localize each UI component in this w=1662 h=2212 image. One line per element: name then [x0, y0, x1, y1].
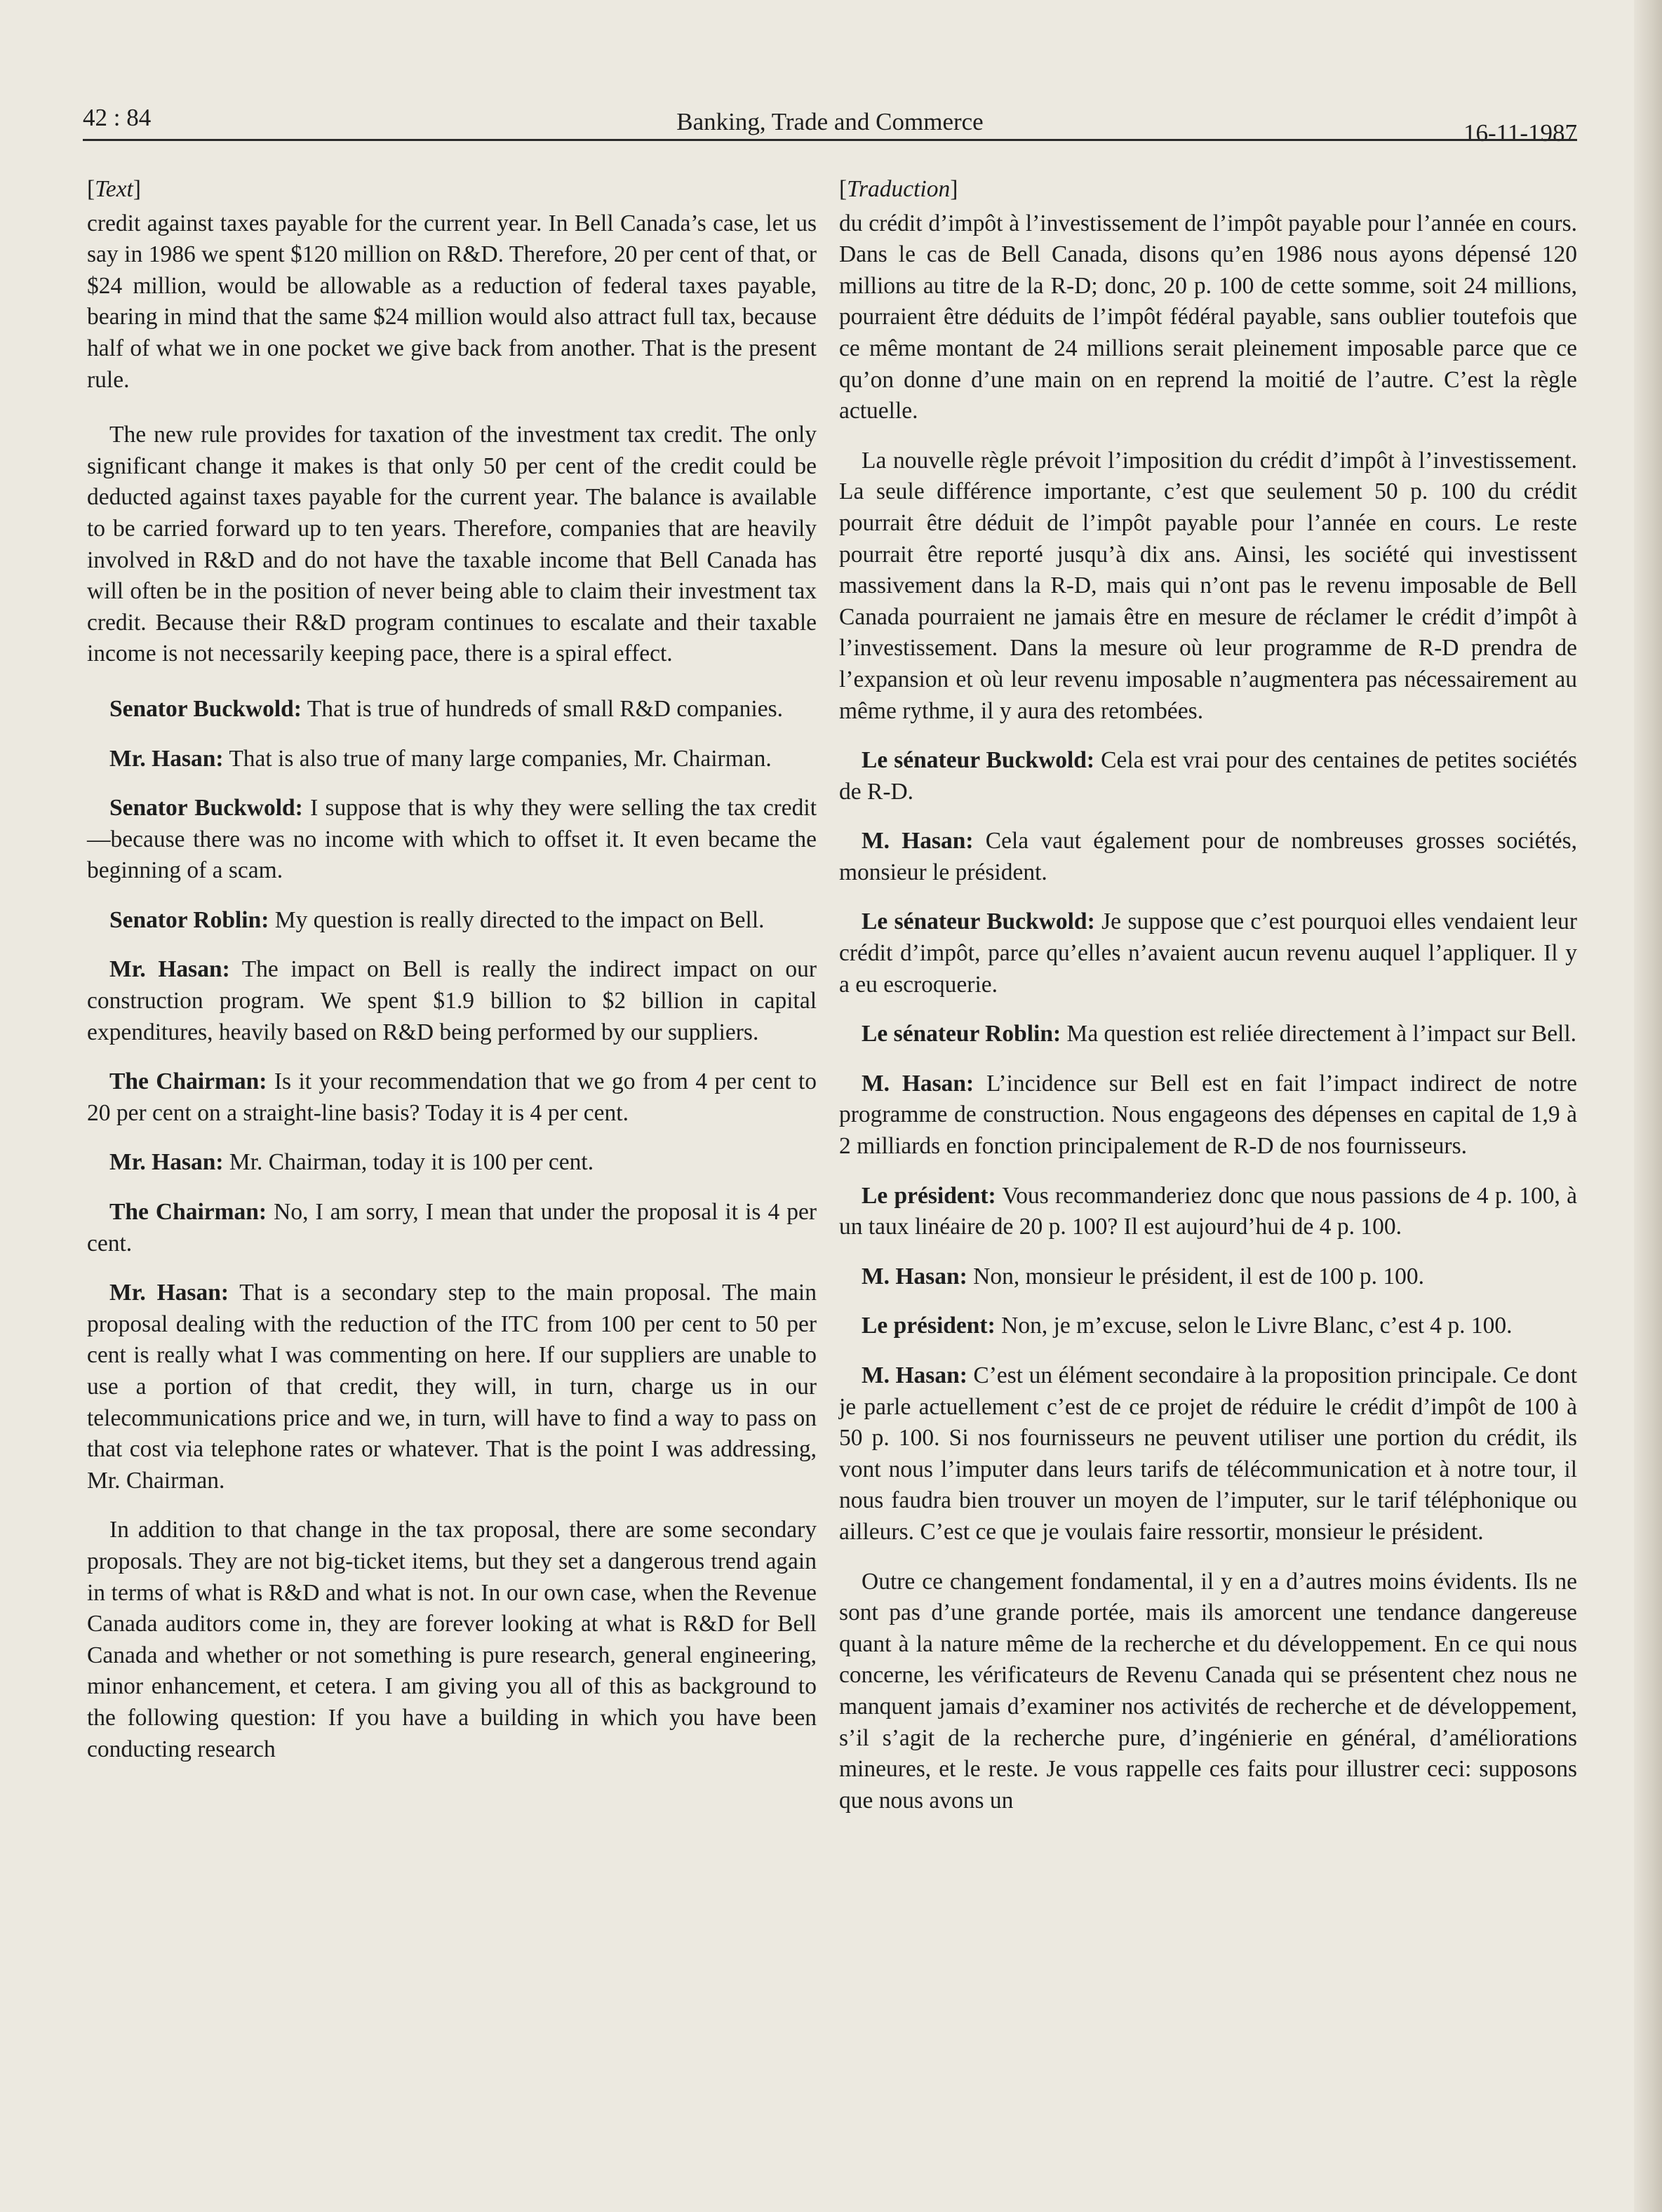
- paragraph-text: Non, je m’excuse, selon le Livre Blanc, c’est 4 p. 100.: [1001, 1313, 1513, 1339]
- column-tag: [Text]: [87, 176, 141, 202]
- speaker-name: Le président:: [862, 1182, 996, 1209]
- paragraph-text: C’est un élément secondaire à la proposition principale. Ce dont je parle actuellement c’est de ce projet de réduire le crédit d’impôt de 100 à 50 p. 100. Si nos fournisseurs ne peuvent utiliser une portion du crédit, ils vont nous l’imputer dans leurs tarifs de télécommunication et à notre tour, il nous faudra bien trouver un moyen de l’imputer, sur le tarif téléphonique ou ailleurs. C’est ce que je voulais faire ressortir, monsieur le président.: [839, 1362, 1578, 1545]
- speaker-name: Le sénateur Buckwold:: [862, 747, 1095, 774]
- paragraph-text: Non, monsieur le président, il est de 100 p. 100.: [973, 1263, 1425, 1289]
- paragraph: [87, 1147, 817, 1179]
- column-tag-label: Text: [95, 176, 133, 202]
- speaker-name: Mr. Hasan:: [109, 956, 230, 983]
- paragraph-text: That is a secondary step to the main proposal. The main proposal dealing with the reduction of the ITC from 100 per cent to 50 per cent is really what I was commenting on here. If our suppliers are unable to use a portion of that credit, they will, in turn, charge us in our telecommunications price and we, in turn, will have to find a way to pass on that cost via telephone rates or whatever. That is the point I was addressing, Mr. Chairman.: [87, 1280, 817, 1494]
- paragraph: [87, 1066, 817, 1129]
- paragraph: [839, 1360, 1577, 1548]
- running-header: [83, 104, 1577, 147]
- paragraph-text: In addition to that change in the tax proposal, there are some secondary proposals. They are not big-ticket items, but they set a dangerous trend again in terms of what is R&D and what is not. In our own case, when the Revenue Canada auditors come in, they are forever looking at what is R&D for Bell Canada and whether or not something is pure research, general engineering, minor enhancement, et cetera. I am giving you all of this as background to the following question: If you have a building in which you have been conducting research: [87, 1517, 817, 1762]
- paragraph: [839, 1311, 1577, 1342]
- paragraph: [839, 1181, 1577, 1243]
- speaker-name: Senator Buckwold:: [109, 695, 302, 722]
- paragraph-text: credit against taxes payable for the current year. In Bell Canada’s case, let us say in 1986 we spent $120 million on R&D. Therefore, 20 per cent of that, or $24 million, would be allowable as a reduction of federal taxes payable, bearing in mind that the same $24 million would also attract full tax, because half of what we in one pocket we give back from another. That is the present rule.: [87, 210, 817, 393]
- paragraph-text: Is it your recommendation that we go from 4 per cent to 20 per cent on a straight-line basis? Today it is 4 per cent.: [87, 1068, 817, 1126]
- english-column: [87, 174, 817, 1783]
- paragraph: [839, 826, 1577, 888]
- speaker-name: The Chairman:: [109, 1068, 267, 1095]
- paragraph-text: du crédit d’impôt à l’investissement de l’impôt payable pour l’année en cours. Dans le cas de Bell Canada, disons qu’en 1986 nous ayons dépensé 120 millions au titre de la R-D; donc, 20 p. 100 de cette somme, soit 24 millions, pourraient être déduits de l’impôt fédéral payable, sans oublier toutefois que ce même montant de 24 millions serait pleinement imposable parce que ce qu’on donne d’une main on en reprend la moitié de l’autre. C’est la règle actuelle.: [839, 210, 1577, 424]
- paragraph: [87, 905, 817, 937]
- speaker-name: Senator Buckwold:: [109, 795, 303, 822]
- header-rule: [83, 139, 1577, 141]
- page-number: 42 : 84: [83, 104, 152, 131]
- speaker-name: M. Hasan:: [862, 1362, 967, 1388]
- paragraph: [839, 1068, 1577, 1162]
- paragraph: [839, 745, 1577, 807]
- french-column: [839, 174, 1577, 1835]
- paragraph: [87, 208, 817, 396]
- paragraph-text: The new rule provides for taxation of the investment tax credit. The only significant change it makes is that only 50 per cent of the credit could be deducted against taxes payable for the current year. The balance is available to be carried forward up to ten years. Therefore, companies that are heavily involved in R&D and do not have the taxable income that Bell Canada has will often be in the position of never being able to claim their investment tax credit. Because their R&D program continues to escalate and their taxable income is not necessarily keeping pace, there is a spiral effect.: [87, 422, 817, 667]
- paragraph-text: Mr. Chairman, today it is 100 per cent.: [229, 1149, 594, 1176]
- speaker-name: Mr. Hasan:: [109, 745, 224, 772]
- paragraph: [839, 1261, 1577, 1293]
- paragraph: [87, 420, 817, 670]
- speaker-name: Senator Roblin:: [109, 906, 269, 933]
- column-tag: [Traduction]: [839, 176, 958, 202]
- paragraph-text: Vous recommanderiez donc que nous passions de 4 p. 100, à un taux linéaire de 20 p. 100? Il est aujourd’hui de 4 p. 100.: [839, 1182, 1577, 1240]
- paragraph-text: I suppose that is why they were selling the tax credit—because there was no income with which to offset it. It even became the beginning of a scam.: [87, 795, 817, 884]
- speaker-name: Le sénateur Roblin:: [862, 1021, 1061, 1047]
- paragraph-text: Ma question est reliée directement à l’impact sur Bell.: [1066, 1021, 1577, 1047]
- speaker-name: M. Hasan:: [862, 1070, 974, 1097]
- page-spine-shadow: [1634, 0, 1662, 2212]
- speaker-name: Mr. Hasan:: [109, 1280, 229, 1306]
- paragraph: [87, 1197, 817, 1259]
- paragraph-text: Outre ce changement fondamental, il y en a d’autres moins évidents. Ils ne sont pas d’une grande portée, mais ils amorcent une tendance dangereuse quant à la nature même de la recherche et du développement. En ce qui nous concerne, les vérificateurs de Revenu Canada qui se présentent chez nous ne manquent jamais d’examiner nos activités de recherche et de développement, s’il s’agit de la recherche pure, d’ingénierie en général, d’améliorations mineures, et le reste. Je vous rappelle ces faits pour illustrer ceci: supposons que nous avons un: [839, 1568, 1577, 1814]
- publication-title: Banking, Trade and Commerce: [676, 108, 984, 135]
- paragraph-text: No, I am sorry, I mean that under the proposal it is 4 per cent.: [87, 1199, 817, 1256]
- paragraph: [87, 1515, 817, 1765]
- speaker-name: M. Hasan:: [862, 828, 974, 854]
- paragraph: [87, 793, 817, 887]
- paragraph: [839, 445, 1577, 727]
- header-date: 16-11-1987: [1463, 119, 1577, 147]
- paragraph-text: La nouvelle règle prévoit l’imposition du crédit d’impôt à l’investissement. La seule différence importante, c’est que seulement 50 p. 100 du crédit pourrait être déduit de l’impôt payable pour l’année en cours. Le reste pourrait être reporté jusqu’à dix ans. Ainsi, les société qui investissent massivement dans la R-D, mais qui n’ont pas le revenu imposable de Bell Canada pourraient ne jamais être en mesure de réclamer le crédit d’impôt à l’investissement. Dans la mesure où leur programme de R-D prendra de l’expansion et où leur revenu imposable n’augmentera pas nécessairement au même rythme, il y aura des retombées.: [839, 447, 1577, 724]
- paragraph: [839, 1019, 1577, 1050]
- paragraph-text: My question is really directed to the impact on Bell.: [274, 906, 765, 933]
- paragraph-text: Je suppose que c’est pourquoi elles vendaient leur crédit d’impôt, parce qu’elles n’avaient aucun revenu auquel l’appliquer. Il y a eu escroquerie.: [839, 909, 1578, 998]
- paragraph: [839, 208, 1577, 427]
- paragraph: [87, 694, 817, 725]
- paragraph-text: The impact on Bell is really the indirect impact on our construction program. We spent $1.9 billion to $2 billion in capital expenditures, heavily based on R&D being performed by our suppliers.: [87, 956, 817, 1045]
- speaker-name: The Chairman:: [109, 1199, 267, 1226]
- paragraph-text: Cela vaut également pour de nombreuses grosses sociétés, monsieur le président.: [839, 828, 1577, 885]
- paragraph: [87, 1278, 817, 1496]
- speaker-name: Mr. Hasan:: [109, 1149, 224, 1176]
- paragraph-text: That is also true of many large companies, Mr. Chairman.: [229, 745, 772, 772]
- speaker-name: M. Hasan:: [862, 1263, 967, 1289]
- paragraph: [839, 906, 1577, 1000]
- column-tag-label: Traduction: [847, 176, 951, 202]
- paragraph-text: Cela est vrai pour des centaines de petites sociétés de R-D.: [839, 747, 1578, 805]
- paragraph-text: L’incidence sur Bell est en fait l’impact indirect de notre programme de construction. Nous engageons des dépenses en capital de 1,9 à 2 milliards en fonction principalement de R-D de nos fournisseurs.: [839, 1070, 1577, 1160]
- paragraph: [839, 1567, 1577, 1817]
- paragraph: [87, 954, 817, 1048]
- paragraph-text: That is true of hundreds of small R&D companies.: [307, 695, 783, 722]
- speaker-name: Le sénateur Buckwold:: [862, 909, 1095, 935]
- paragraph: [87, 744, 817, 775]
- speaker-name: Le président:: [862, 1313, 996, 1339]
